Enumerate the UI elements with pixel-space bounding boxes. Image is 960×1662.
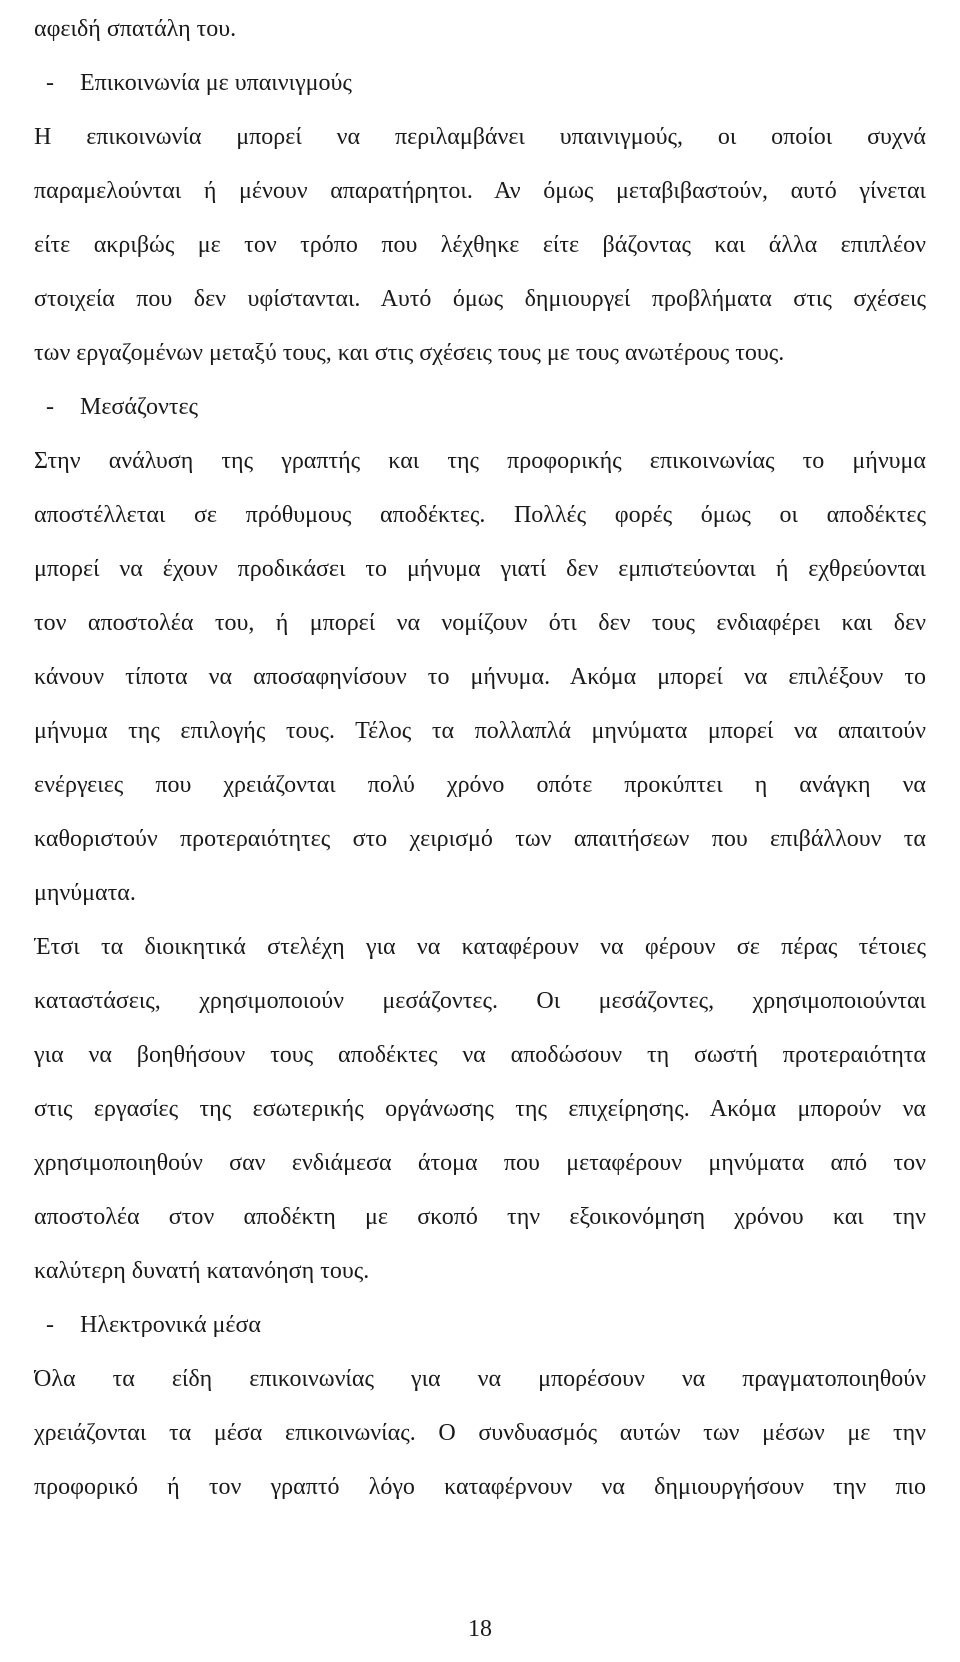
text-line: τον αποστολέα του, ή μπορεί να νομίζουν ότι δεν τους ενδιαφέρει και δεν	[34, 610, 926, 636]
text-line: στις εργασίες της εσωτερικής οργάνωσης της επιχείρησης. Ακόμα μπορούν να	[34, 1096, 926, 1122]
text-line: κάνουν τίποτα να αποσαφηνίσουν το μήνυμα. Ακόμα μπορεί να επιλέξουν το	[34, 664, 926, 690]
text-line: Όλα τα είδη επικοινωνίας για να μπορέσουν να πραγματοποιηθούν	[34, 1366, 926, 1392]
text-line: καταστάσεις, χρησιμοποιούν μεσάζοντες. Οι μεσάζοντες, χρησιμοποιούνται	[34, 988, 926, 1014]
text-line: αποστέλλεται σε πρόθυμους αποδέκτες. Πολλές φορές όμως οι αποδέκτες	[34, 502, 926, 528]
text-line: των εργαζομένων μεταξύ τους, και στις σχέσεις τους με τους ανωτέρους τους.	[34, 340, 785, 366]
list-dash: -	[46, 1312, 54, 1338]
text-line: μήνυμα της επιλογής τους. Τέλος τα πολλαπλά μηνύματα μπορεί να απαιτούν	[34, 718, 926, 744]
section-heading	[34, 380, 926, 434]
text-line: αφειδή σπατάλη του.	[34, 16, 237, 42]
text-line: καθοριστούν προτεραιότητες στο χειρισμό των απαιτήσεων που επιβάλλουν τα	[34, 826, 926, 852]
text-line: ενέργειες που χρειάζονται πολύ χρόνο οπότε προκύπτει η ανάγκη να	[34, 772, 926, 798]
text-line: Έτσι τα διοικητικά στελέχη για να καταφέρουν να φέρουν σε πέρας τέτοιες	[34, 934, 926, 960]
text-line: για να βοηθήσουν τους αποδέκτες να αποδώσουν τη σωστή προτεραιότητα	[34, 1042, 926, 1068]
section-heading	[34, 1298, 926, 1352]
text-line: Στην ανάλυση της γραπτής και της προφορικής επικοινωνίας το μήνυμα	[34, 448, 926, 474]
text-line: αποστολέα στον αποδέκτη με σκοπό την εξοικονόμηση χρόνου και την	[34, 1204, 926, 1230]
text-line: Η επικοινωνία μπορεί να περιλαμβάνει υπαινιγμούς, οι οποίοι συχνά	[34, 124, 926, 150]
text-line: μηνύματα.	[34, 880, 136, 906]
list-dash: -	[46, 394, 54, 420]
section-heading-label: Ηλεκτρονικά μέσα	[80, 1312, 261, 1338]
text-line: μπορεί να έχουν προδικάσει το μήνυμα γιατί δεν εμπιστεύονται ή εχθρεύονται	[34, 556, 926, 582]
text-line: χρησιμοποιηθούν σαν ενδιάμεσα άτομα που μεταφέρουν μηνύματα από τον	[34, 1150, 926, 1176]
text-line: στοιχεία που δεν υφίστανται. Αυτό όμως δημιουργεί προβλήματα στις σχέσεις	[34, 286, 926, 312]
text-line: χρειάζονται τα μέσα επικοινωνίας. Ο συνδυασμός αυτών των μέσων με την	[34, 1420, 926, 1446]
text-line: καλύτερη δυνατή κατανόηση τους.	[34, 1258, 370, 1284]
document-page	[34, 2, 926, 1514]
section-heading-label: Μεσάζοντες	[80, 394, 199, 420]
section-heading	[34, 56, 926, 110]
text-line: παραμελούνται ή μένουν απαρατήρητοι. Αν όμως μεταβιβαστούν, αυτό γίνεται	[34, 178, 926, 204]
page-number: 18	[468, 1616, 492, 1642]
text-line: προφορικό ή τον γραπτό λόγο καταφέρνουν να δημιουργήσουν την πιο	[34, 1474, 926, 1500]
list-dash: -	[46, 70, 54, 96]
text-line: είτε ακριβώς με τον τρόπο που λέχθηκε είτε βάζοντας και άλλα επιπλέον	[34, 232, 926, 258]
section-heading-label: Επικοινωνία με υπαινιγμούς	[80, 70, 352, 96]
